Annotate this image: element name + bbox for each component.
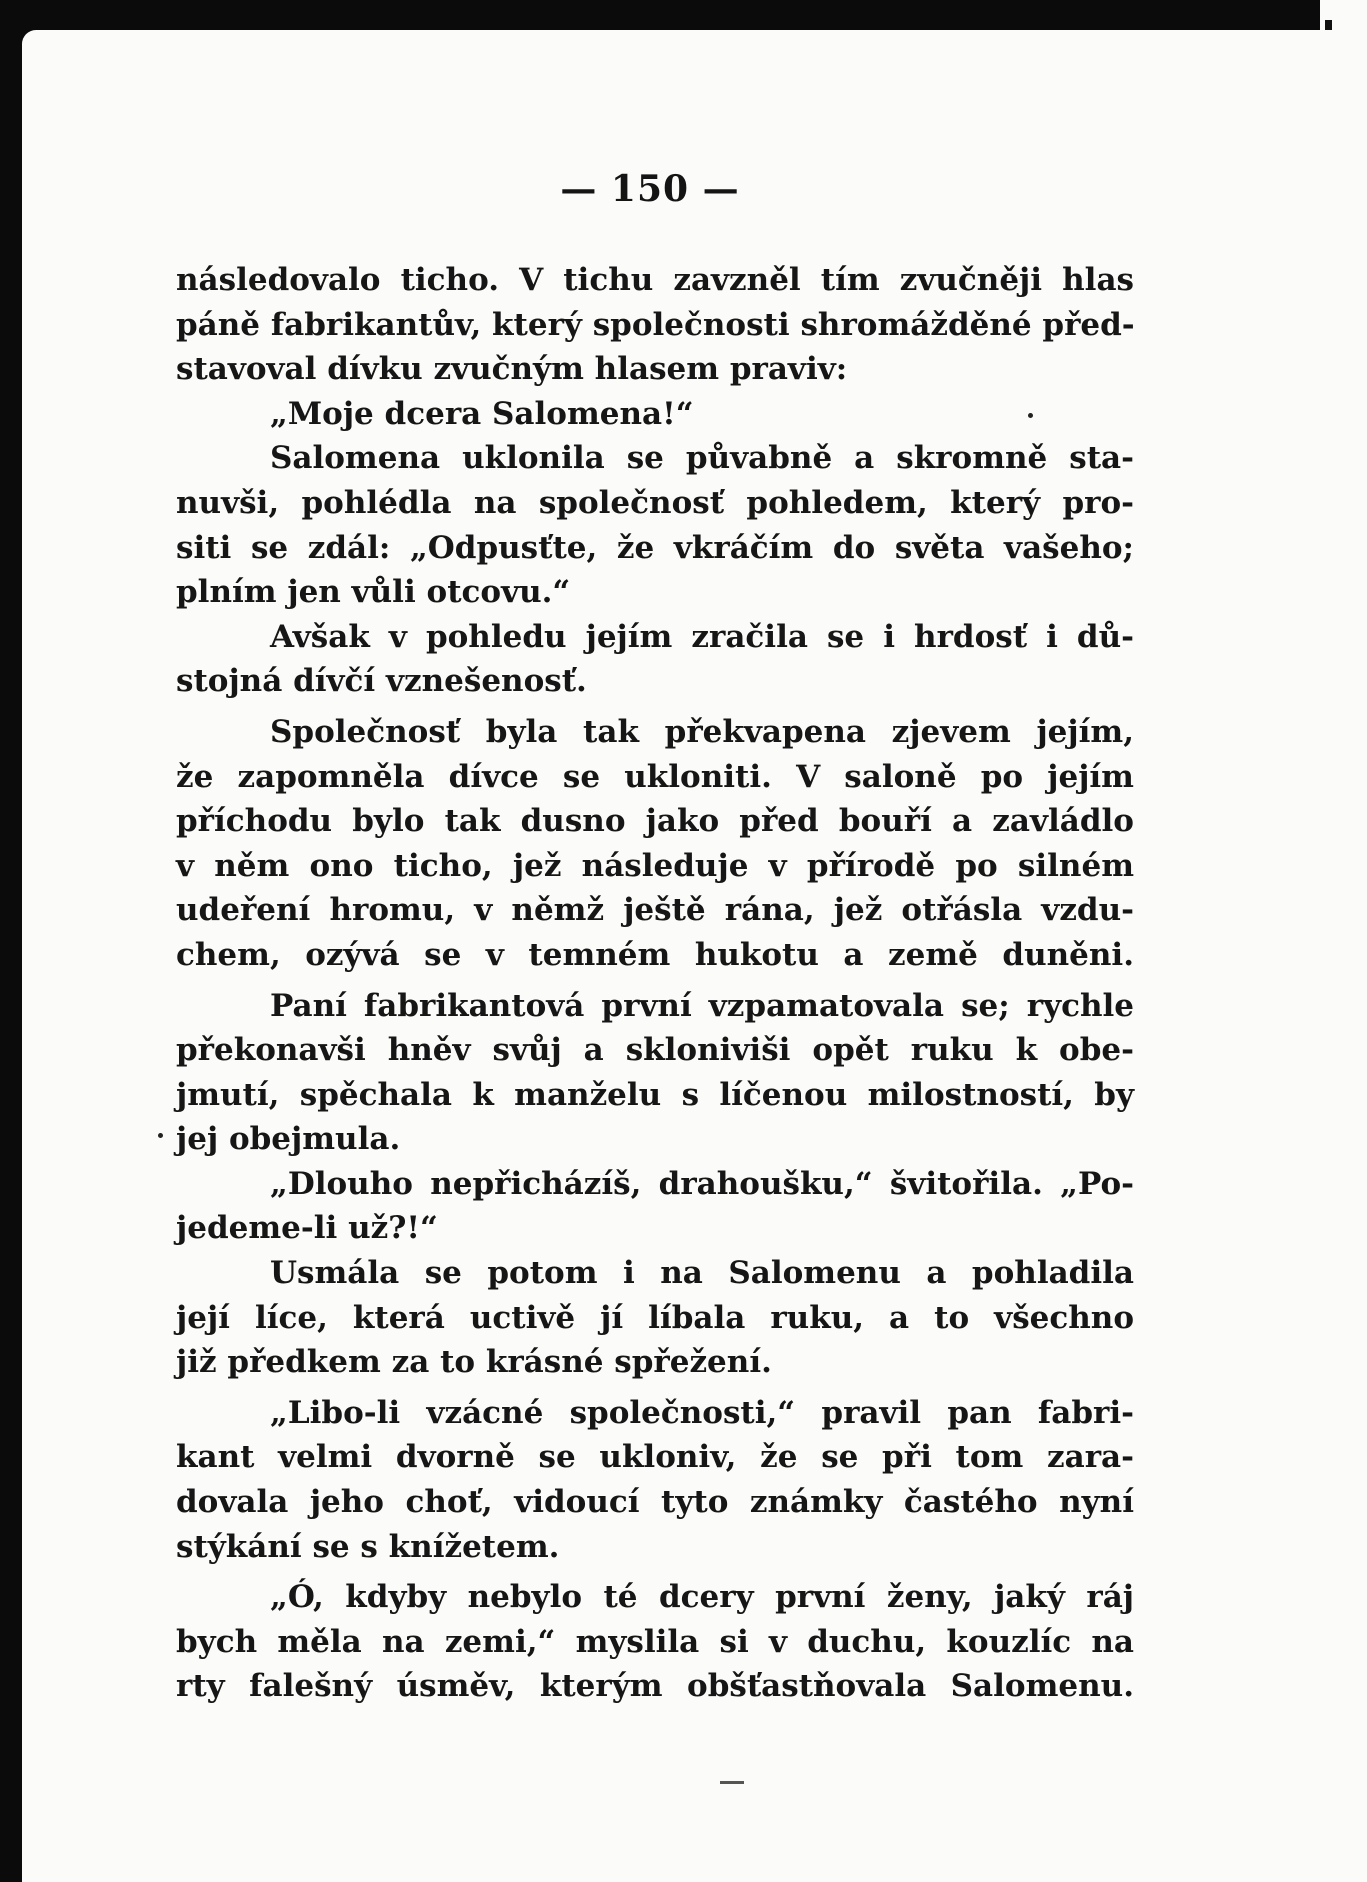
text-line: překonavši hněv svůj a skloniviši opět ruku k obe- bbox=[176, 1032, 1134, 1069]
text-line: udeření hromu, v němž ještě rána, jež otřásla vzdu- bbox=[176, 892, 1134, 929]
body-text bbox=[176, 258, 1134, 1709]
ink-speck bbox=[1028, 413, 1033, 418]
text-line: „Moje dcera Salomena!“ bbox=[270, 395, 694, 432]
text-line: příchodu bylo tak dusno jako před bouří a zavládlo bbox=[176, 803, 1134, 840]
ink-speck bbox=[158, 1133, 163, 1138]
text-line: Salomena uklonila se půvabně a skromně sta- bbox=[270, 440, 1134, 477]
text-line: chem, ozývá se v temném hukotu a země duněni. bbox=[176, 936, 1134, 973]
text-line: Avšak v pohledu jejím zračila se i hrdosť i dů- bbox=[270, 618, 1134, 655]
text-line: rty falešný úsměv, kterým obšťastňovala Salomenu. bbox=[176, 1668, 1134, 1705]
text-line: nuvši, pohlédla na společnosť pohledem, který pro- bbox=[176, 484, 1134, 521]
text-line: Paní fabrikantová první vzpamatovala se; rychle bbox=[270, 987, 1134, 1024]
text-line: plním jen vůli otcovu.“ bbox=[176, 574, 571, 611]
text-line: bych měla na zemi,“ myslila si v duchu, kouzlíc na bbox=[176, 1623, 1134, 1660]
text-line: Společnosť byla tak překvapena zjevem jejím, bbox=[270, 713, 1134, 750]
text-line: kant velmi dvorně se ukloniv, že se při tom zara- bbox=[176, 1439, 1134, 1476]
text-line: jmutí, spěchala k manželu s líčenou milostností, by bbox=[176, 1076, 1134, 1113]
text-line: stojná dívčí vznešenosť. bbox=[176, 663, 587, 700]
text-line: páně fabrikantův, který společnosti shromážděné před- bbox=[176, 306, 1135, 343]
text-line: „Dlouho nepřicházíš, drahoušku,“ švitořila. „Po- bbox=[270, 1165, 1134, 1202]
print-mark bbox=[720, 1781, 744, 1784]
text-line: siti se zdál: „Odpusťte, že vkráčím do světa vašeho; bbox=[176, 529, 1134, 566]
text-line: již předkem za to krásné spřežení. bbox=[176, 1344, 772, 1381]
text-line: následovalo ticho. V tichu zavzněl tím zvučněji hlas bbox=[176, 262, 1134, 298]
text-line: stavoval dívku zvučným hlasem praviv: bbox=[176, 351, 848, 388]
text-line: jej obejmula. bbox=[176, 1121, 401, 1158]
text-line: dovala jeho choť, vidoucí tyto známky častého nyní bbox=[176, 1484, 1134, 1521]
text-line: „Libo-li vzácné společnosti,“ pravil pan fabri- bbox=[270, 1394, 1134, 1431]
text-line: „Ó, kdyby nebylo té dcery první ženy, jaký ráj bbox=[270, 1579, 1134, 1616]
text-line: její líce, která uctivě jí líbala ruku, a to všechno bbox=[176, 1299, 1134, 1336]
text-line: Usmála se potom i na Salomenu a pohladila bbox=[270, 1255, 1134, 1292]
text-line: v něm ono ticho, jež následuje v přírodě po silném bbox=[176, 847, 1134, 884]
text-line: že zapomněla dívce se ukloniti. V saloně po jejím bbox=[176, 758, 1134, 795]
page-number: — 150 — bbox=[560, 168, 740, 210]
text-line: stýkání se s knížetem. bbox=[176, 1528, 560, 1565]
text-line: jedeme-li už?!“ bbox=[176, 1210, 438, 1247]
